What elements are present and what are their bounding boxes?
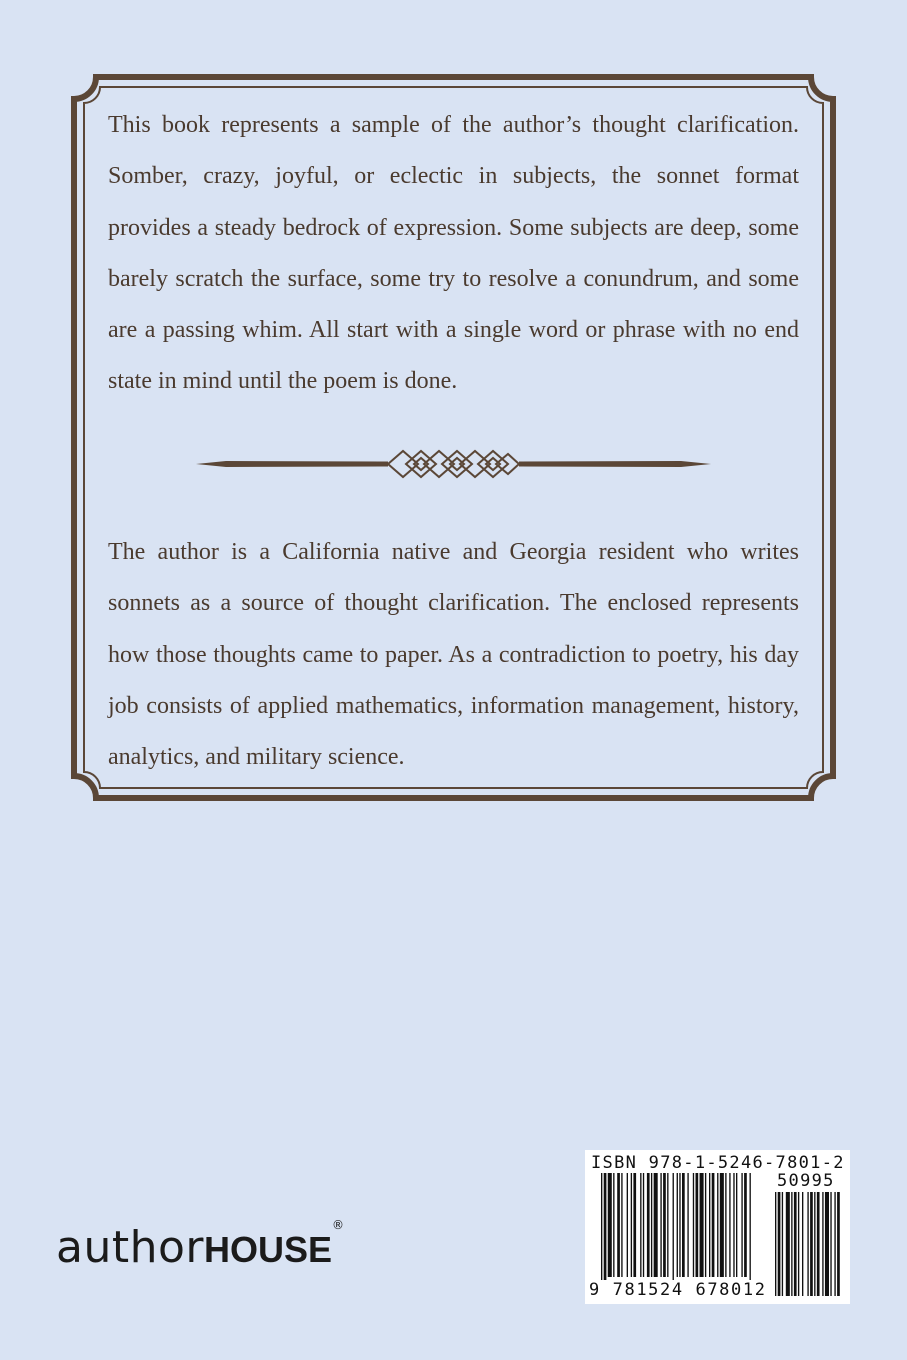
barcode-bar — [663, 1173, 666, 1277]
barcode-bar — [750, 1173, 751, 1285]
barcode-bar — [696, 1173, 699, 1277]
barcode-bar — [647, 1173, 650, 1277]
barcode-addon-bar — [786, 1192, 790, 1296]
barcode-bar — [643, 1173, 644, 1277]
barcode-addon-bar — [817, 1192, 820, 1296]
isbn-barcode — [585, 1150, 850, 1304]
barcode-addon-bar — [830, 1192, 831, 1296]
blurb-paragraph-author: The author is a California native and Georgia resident who writes sonnets as a source of thought clarification. The enclosed represents how those thoughts came to paper. As a contradiction to poetry, his day job consists of applied mathematics, information management, history, analytics, and military science. — [108, 539, 799, 771]
barcode-digits: 9 781524 678012 — [589, 1280, 767, 1300]
barcode-bar — [651, 1173, 652, 1277]
barcode-bar — [700, 1173, 704, 1277]
barcode-bar — [613, 1173, 614, 1277]
barcode-bar — [673, 1173, 674, 1285]
barcode-bar — [679, 1173, 680, 1277]
barcode-bar — [682, 1173, 685, 1277]
barcode-bar — [640, 1173, 641, 1277]
registered-mark: ® — [332, 1218, 345, 1232]
barcode-bar — [744, 1173, 747, 1277]
barcode-bar — [660, 1173, 661, 1277]
divider-left-taper — [196, 461, 388, 467]
barcode-bar — [627, 1173, 628, 1277]
barcode-bar — [604, 1173, 607, 1285]
barcode-bar — [736, 1173, 737, 1277]
barcode-bar — [608, 1173, 612, 1277]
barcode-addon-bar — [782, 1192, 783, 1296]
barcode-bar — [601, 1173, 602, 1285]
barcode-bar — [712, 1173, 715, 1277]
barcode-addon-bar — [802, 1192, 803, 1296]
blurb-paragraph-book: This book represents a sample of the author’s thought clarification. Somber, crazy, joyful, or eclectic in subjects, the sonnet format provides a steady bedrock of expression. Some subjects are deep, some barely scratch the surface, some try to resolve a conundrum, and some are a passing whim. All start with a single word or phrase with no end state in mind until the poem is done. — [108, 112, 799, 395]
barcode-bar — [617, 1173, 620, 1277]
divider-right-taper — [519, 461, 711, 467]
barcode-bar — [709, 1173, 710, 1277]
barcode-addon-bar — [798, 1192, 799, 1296]
barcode-bar — [654, 1173, 658, 1277]
barcode-addon-bar — [778, 1192, 781, 1296]
barcode-addon-bar — [807, 1192, 808, 1296]
barcode-bar — [631, 1173, 632, 1277]
logo-house-text: HOUSE — [204, 1229, 333, 1270]
barcode-addon-bar — [825, 1192, 829, 1296]
barcode-bar — [693, 1173, 694, 1277]
barcode-bar — [720, 1173, 724, 1277]
logo-author-text: author — [56, 1222, 204, 1273]
barcode-bar — [705, 1173, 706, 1277]
barcode-addon-bar — [814, 1192, 815, 1296]
barcode-bar — [717, 1173, 718, 1277]
barcode-bar — [725, 1173, 726, 1277]
barcode-bar — [687, 1173, 688, 1277]
barcode-addon-bar — [791, 1192, 792, 1296]
isbn-label: ISBN 978-1-5246-7801-2 — [591, 1153, 845, 1173]
barcode-addon-bar — [775, 1192, 776, 1296]
barcode-bar — [729, 1173, 730, 1277]
barcode-bar — [741, 1173, 742, 1277]
barcode-addon-bar — [794, 1192, 797, 1296]
barcode-bar — [621, 1173, 622, 1277]
barcode-addon-bar — [810, 1192, 813, 1296]
publisher-logo — [56, 1218, 345, 1273]
ornamental-divider — [196, 447, 711, 481]
barcode-addon-bar — [822, 1192, 823, 1296]
barcode-bar — [667, 1173, 668, 1277]
barcode-bar — [677, 1173, 678, 1277]
barcode-addon-bar — [834, 1192, 835, 1296]
price-code: 50995 — [777, 1171, 835, 1191]
barcode-addon-bar — [837, 1192, 840, 1296]
barcode-bar — [633, 1173, 636, 1277]
divider-diamond-knot — [388, 451, 519, 477]
barcode-bar — [733, 1173, 734, 1277]
